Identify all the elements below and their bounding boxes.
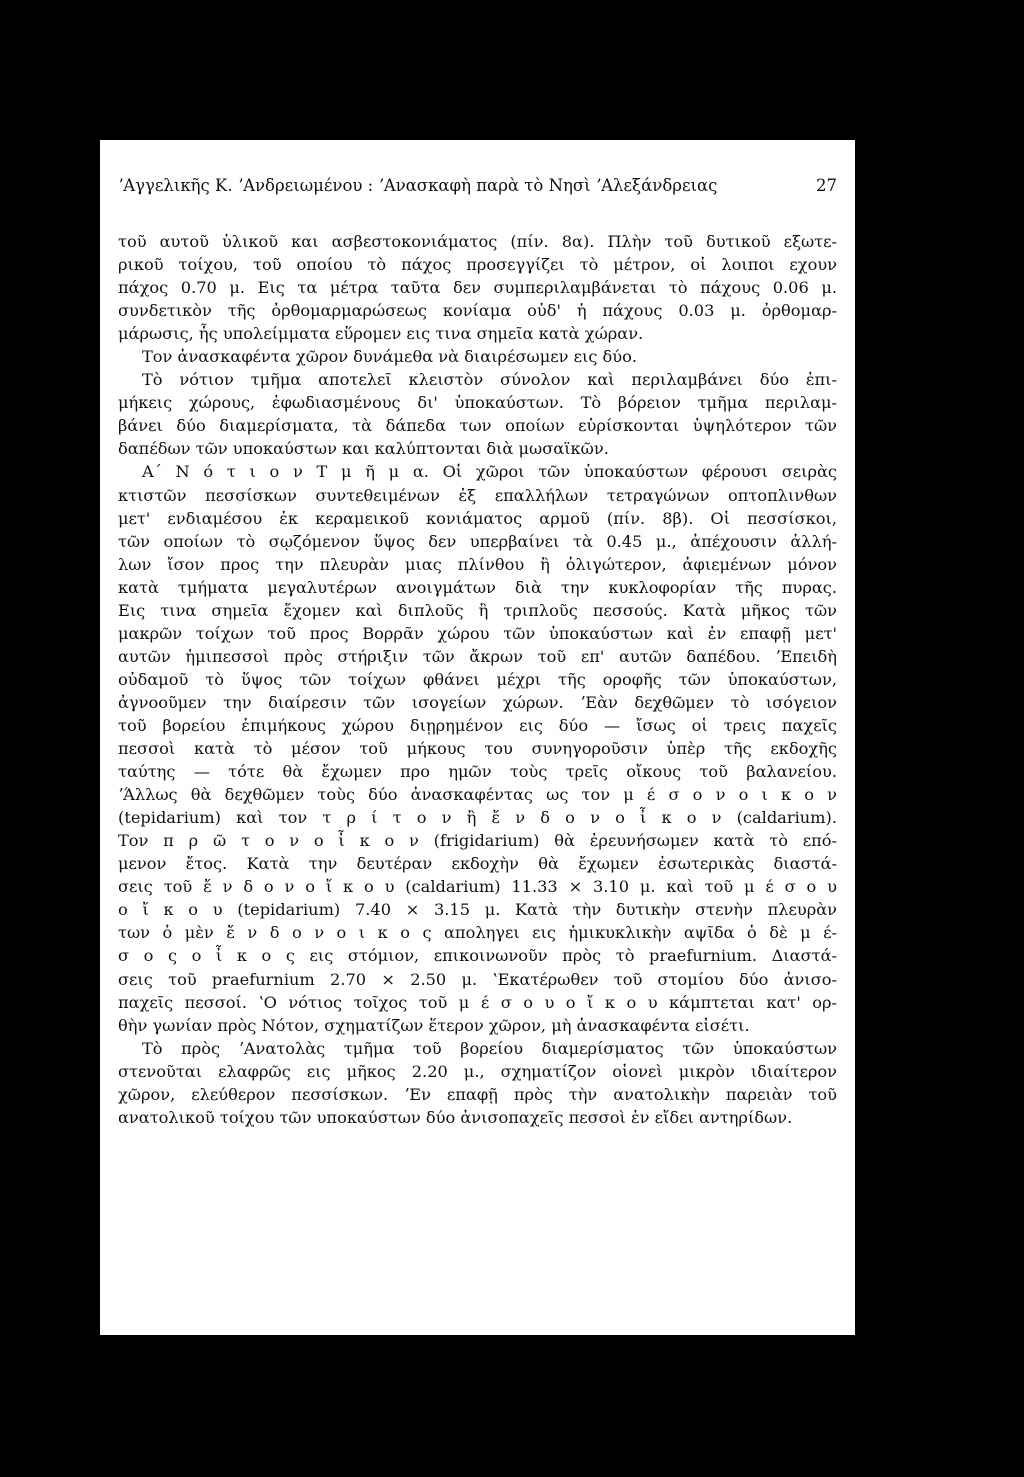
text-line: μετ' ενδιαμέσου ἐκ κεραμεικοῦ κονιάματος αρμοῦ (πίν. 8β). Οἱ πεσσίσκοι,	[118, 508, 837, 528]
text-line: σεις τοῦ praefurnium 2.70 × 2.50 μ. ʽΕκατέρωθεν τοῦ στομίου δύο ἀνισο-	[118, 969, 837, 989]
running-head	[118, 176, 837, 200]
text-line: πεσσοὶ κατὰ τὸ μέσον τοῦ μήκους του συνηγοροῦσιν ὑπὲρ τῆς εκδοχῆς	[118, 739, 837, 759]
text-line: Εις τινα σημεῖα ἔχομεν καὶ διπλοῦς ἢ τριπλοῦς πεσσούς. Κατὰ μῆκος τῶν	[118, 600, 837, 620]
text-line: αυτῶν ἡμιπεσσοὶ πρὸς στήριξιν τῶν ἄκρων τοῦ επ' αυτῶν δαπέδου. ʼΕπειδὴ	[118, 646, 837, 666]
text-line: (tepidarium) καὶ τον τ ρ ί τ ο ν ἢ ἔ ν δ ο ν ο ἶ κ ο ν (caldarium).	[118, 808, 837, 828]
text-line: κατὰ τμήματα μεγαλυτέρων ανοιγμάτων διὰ την κυκλοφορίαν τῆς πυρας.	[118, 577, 837, 597]
text-line: στενοῦται ελαφρῶς εις μῆκος 2.20 μ., σχηματίζον οἱονεὶ μικρὸν ιδιαίτερον	[118, 1061, 837, 1081]
text-line: δαπέδων τῶν υποκαύστων και καλύπτονται διὰ μωσαϊκῶν.	[118, 439, 609, 459]
text-line: ρικοῦ τοίχου, τοῦ οποίου τὸ πάχος προσεγγίζει τὸ μέτρον, οἱ λοιποι εχουν	[118, 255, 837, 275]
text-line: χῶρον, ελεύθερον πεσσίσκων. ʼΕν επαφῇ πρὸς τὴν ανατολικὴν παρειὰν τοῦ	[118, 1084, 837, 1104]
text-line: Τον ἀνασκαφέντα χῶρον δυνάμεθα νὰ διαιρέσωμεν εις δύο.	[142, 347, 638, 367]
text-line: μάρωσις, ἧς υπολείμματα εὕρομεν εις τινα σημεῖα κατὰ χώραν.	[118, 324, 644, 344]
text-line: κτιστῶν πεσσίσκων συντεθειμένων ἐξ επαλλήλων τετραγώνων οπτοπλινθων	[118, 485, 837, 505]
text-line: τοῦ βορείου ἐπιμήκους χώρου διῃρημένον εις δύο — ἴσως οἱ τρεις παχεῖς	[118, 715, 837, 735]
text-line: συνδετικὸν τῆς ὀρθομαρμαρώσεως κονίαμα οὐδ' ἡ πάχους 0.03 μ. ὀρθομαρ-	[118, 301, 837, 321]
text-line: Τον π ρ ῶ τ ο ν ο ἶ κ ο ν (frigidarium) θὰ ἐρευνήσωμεν κατὰ τὸ επό-	[118, 831, 837, 851]
text-line: θὴν γωνίαν πρὸς Νότον, σχηματίζων ἕτερον χῶρον, μὴ ἀνασκαφέντα εἰσέτι.	[118, 1015, 750, 1035]
text-line: πάχος 0.70 μ. Εις τα μέτρα ταῦτα δεν συμπεριλαμβάνεται τὸ πάχους 0.06 μ.	[118, 278, 837, 298]
text-line: μακρῶν τοίχων τοῦ προς Βορρᾶν χώρου τῶν ὑποκαύστων καὶ ἐν επαφῇ μετ'	[118, 623, 837, 643]
text-line: σ ο ς ο ἶ κ ο ς εις στόμιον, επικοινωνοῦν πρὸς τὸ praefurnium. Διαστά-	[118, 946, 837, 966]
text-line: τοῦ αυτοῦ ὑλικοῦ και ασβεστοκονιάματος (πίν. 8α). Πλὴν τοῦ δυτικοῦ εξωτε-	[118, 232, 837, 251]
text-line: Τὸ νότιον τμῆμα αποτελεῖ κλειστὸν σύνολον καὶ περιλαμβάνει δύο ἐπι-	[142, 370, 837, 390]
text-line: ʼΆλλως θὰ δεχθῶμεν τοὺς δύο ἀνασκαφέντας ως τον μ έ σ ο ν ο ι κ ο ν	[118, 785, 837, 805]
text-line: ταύτης — τότε θὰ ἔχωμεν προ ημῶν τοὺς τρεῖς οἴκους τοῦ βαλανείου.	[118, 762, 837, 782]
text-line: σεις τοῦ ἔ ν δ ο ν ο ἴ κ ο υ (caldarium) 11.33 × 3.10 μ. καὶ τοῦ μ έ σ ο υ	[118, 877, 837, 897]
body-text	[118, 230, 837, 1129]
text-line: οὐδαμοῦ τὸ ὕψος τῶν τοίχων φθάνει μέχρι τῆς οροφῆς τῶν ὑποκαύστων,	[118, 669, 837, 689]
text-line: τῶν οποίων τὸ σῳζόμενον ὕψος δεν υπερβαίνει τὰ 0.45 μ., ἀπέχουσιν ἀλλή-	[118, 531, 837, 551]
section-heading-line: Α΄ Ν ό τ ι ο ν Τ μ ῆ μ α. Οἱ χῶροι τῶν ὑποκαύστων φέρουσι σειρὰς	[142, 462, 837, 482]
text-line: βάνει δύο διαμερίσματα, τὰ δάπεδα των οποίων εὑρίσκονται ὑψηλότερον τῶν	[118, 416, 837, 436]
text-line: παχεῖς πεσσοί. ʽΟ νότιος τοῖχος τοῦ μ έ σ ο υ ο ἴ κ ο υ κάμπτεται κατ' ορ-	[118, 992, 837, 1012]
running-head-title: ʼΑγγελικῆς Κ. ʼΑνδρειωμένου : ʼΑνασκαφὴ παρὰ τὸ Νησὶ ʼΑλεξάνδρειας	[118, 176, 718, 195]
text-line: λων ἴσον προς την πλευρὰν μιας πλίνθου ἢ ὀλιγώτερον, ἀφιεμένων μόνον	[118, 554, 837, 574]
text-line: μενον ἔτος. Κατὰ την δευτέραν εκδοχὴν θὰ ἔχωμεν ἐσωτερικὰς διαστά-	[118, 854, 837, 874]
page-number: 27	[816, 176, 837, 195]
text-line: ἀγνοοῦμεν την διαίρεσιν τῶν ισογείων χώρων. ʼΕὰν δεχθῶμεν τὸ ισόγειον	[118, 692, 837, 712]
text-line: μήκεις χώρους, ἐφωδιασμένους δι' ὑποκαύστων. Τὸ βόρειον τμῆμα περιλαμ-	[118, 393, 837, 413]
text-line: ο ἴ κ ο υ (tepidarium) 7.40 × 3.15 μ. Κατὰ τὴν δυτικὴν στενὴν πλευρὰν	[118, 900, 837, 920]
text-line: Τὸ πρὸς ʼΑνατολὰς τμῆμα τοῦ βορείου διαμερίσματος τῶν ὑποκαύστων	[142, 1038, 837, 1058]
book-page	[100, 140, 855, 1335]
text-line: των ὁ μὲν ἔ ν δ ο ν ο ι κ ο ς αποληγει εις ἡμικυκλικὴν αψῖδα ὁ δὲ μ έ-	[118, 923, 837, 943]
text-line: ανατολικοῦ τοίχου τῶν υποκαύστων δύο ἀνισοπαχεῖς πεσσοὶ ἐν εἴδει αντηρίδων.	[118, 1107, 793, 1127]
